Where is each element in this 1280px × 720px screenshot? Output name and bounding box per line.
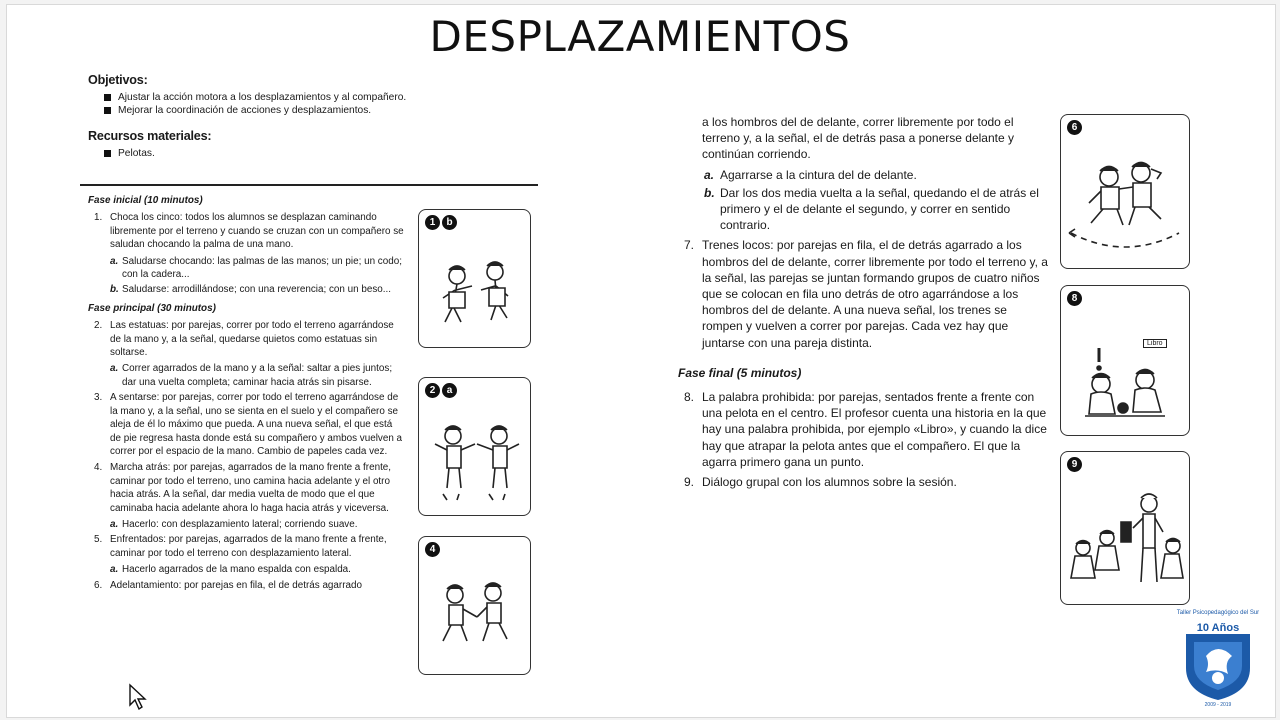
activity-item-8: 8. La palabra prohibida: por parejas, sentados frente a frente con una pelota en el centro. El profesor cuenta una historia en la que hay una palabra prohibida, por ejemplo «Libro», y cuando la dice hay que atrapar la pelota antes que el compañero. El que la agarra primero gana un punto.	[684, 390, 1047, 469]
mouse-cursor-icon	[128, 683, 148, 711]
activity-item-6-continued: a los hombros del de delante, correr libremente por todo el terreno y, a la señal, el de detrás pasa a ponerse delante y continúan corriendo.	[702, 115, 1014, 162]
activity-item-1: 1. Choca los cinco: todos los alumnos se desplazan caminando libremente por el terreno y cuando se cruzan con un compañero se saludan chocando la palma de una mano.	[94, 212, 404, 251]
activity-item-3: 3. A sentarse: por parejas, correr por todo el terreno agarrándose de la mano y, a la señal, uno se sienta en el suelo y el compañero se aleja de él lo máximo que pueda. A una nueva señal, el que está de pie regresa hasta donde está su compañero y ambos vuelven a correr por el espacio de la mano. Cambio de papeles cada vez.	[94, 392, 403, 457]
activity-item-9: 9. Diálogo grupal con los alumnos sobre la sesión.	[684, 475, 957, 490]
logo-years-label: 10 Años	[1196, 622, 1240, 634]
activity-subitem: a. Hacerlo: con desplazamiento lateral; corriendo suave.	[110, 518, 358, 530]
children-walking-backwards-illustration	[419, 537, 530, 674]
activity-item-6: 6. Adelantamiento: por parejas en fila, el de detrás agarrado	[94, 579, 362, 591]
figure-number-badge: 2	[425, 383, 440, 398]
bullet-square-icon	[104, 150, 111, 157]
figure-number-badge: 8	[1067, 291, 1082, 306]
page-title: DESPLAZAMIENTOS	[429, 12, 851, 61]
fase-principal-heading: Fase principal (30 minutos)	[88, 302, 216, 314]
activity-item-5: 5. Enfrentados: por parejas, agarrados de la mano frente a frente, caminar por todo el terreno con desplazamiento lateral.	[94, 534, 387, 559]
libro-sign: Libro	[1143, 339, 1167, 348]
activity-list-left	[88, 194, 404, 595]
figure-number-badge: 4	[425, 542, 440, 557]
group-dialogue-illustration	[1061, 452, 1189, 604]
activity-list-right	[678, 114, 1048, 494]
left-column	[88, 74, 538, 160]
activity-subitem: a. Agarrarse a la cintura del de delante.	[704, 167, 917, 182]
logo-date-range: 2009 - 2019	[1204, 702, 1232, 708]
figure-number-badge: 6	[1067, 120, 1082, 135]
children-train-illustration	[1061, 115, 1189, 268]
children-seated-ball-illustration	[1061, 286, 1189, 435]
section-divider	[80, 184, 538, 186]
objetivos-heading: Objetivos:	[88, 73, 148, 87]
activity-subitem: b. Saludarse: arrodillándose; con una reverencia; con un beso...	[110, 284, 391, 296]
activity-subitem: b. Dar los dos media vuelta a la señal, quedando el de atrás el primero y el de delante el segundo, y correr en sentido contrario.	[704, 185, 1039, 233]
activity-subitem: a. Hacerlo agarrados de la mano espalda con espalda.	[110, 564, 351, 576]
figure-letter-badge: b	[442, 215, 457, 230]
illustration-box-5	[1060, 285, 1190, 436]
illustration-box-1	[418, 209, 531, 348]
activity-subitem: a. Correr agarrados de la mano y a la señal: saltar a pies juntos; dar una vuelta completa; caminar hacia atrás sin pisarse.	[110, 363, 393, 388]
illustration-box-2	[418, 377, 531, 516]
activity-item-4: 4. Marcha atrás: por parejas, agarrados de la mano frente a frente, caminar por todo el terreno, uno camina hacia adelante y el otro hacia atrás. A la señal, dar media vuelta de modo que el que caminaba hacia adelante ahora lo haga hacia atrás y viceversa.	[94, 462, 392, 514]
figure-letter-badge: a	[442, 383, 457, 398]
recursos-heading: Recursos materiales:	[88, 128, 212, 143]
bullet-square-icon	[104, 94, 111, 101]
activity-item-7: 7. Trenes locos: por parejas en fila, el de detrás agarrado a los hombros del de delante, correr libremente por todo el terreno y, a la señal, las parejas se juntan formando grupos de cuatro niños que se colocan en fila uno detrás de otro agarrándose a los hombros del de delante. A una nueva señal, los trenes se rompen y vuelven a correr por parejas. Cada vez hay que juntarse con una pareja distinta.	[684, 238, 1048, 350]
illustration-box-3	[418, 536, 531, 675]
objetivo-item: Mejorar la coordinación de acciones y desplazamientos.	[88, 104, 538, 117]
objetivo-item: Ajustar la acción motora a los desplazamientos y al compañero.	[88, 91, 538, 104]
activity-subitem: a. Saludarse chocando: las palmas de las manos; un pie; un codo; con la cadera...	[110, 255, 402, 281]
fase-final-heading: Fase final (5 minutos)	[678, 365, 802, 380]
children-greeting-illustration	[419, 210, 530, 347]
bullet-square-icon	[104, 107, 111, 114]
logo-arc-text: Taller Psicopedagógico del Sur	[1176, 610, 1260, 616]
figure-number-badge: 1	[425, 215, 440, 230]
children-jumping-illustration	[419, 378, 530, 515]
activity-item-2: 2. Las estatuas: por parejas, correr por todo el terreno agarrándose de la mano y, a la señal, quedarse quietos como estatuas sin soltarse.	[94, 320, 394, 359]
shield-icon	[1176, 616, 1260, 702]
illustration-box-4	[1060, 114, 1190, 269]
illustration-box-6	[1060, 451, 1190, 605]
taller-logo	[1170, 610, 1266, 714]
fase-inicial-heading: Fase inicial (10 minutos)	[88, 195, 203, 206]
figure-number-badge: 9	[1067, 457, 1082, 472]
recurso-item: Pelotas.	[88, 147, 538, 160]
